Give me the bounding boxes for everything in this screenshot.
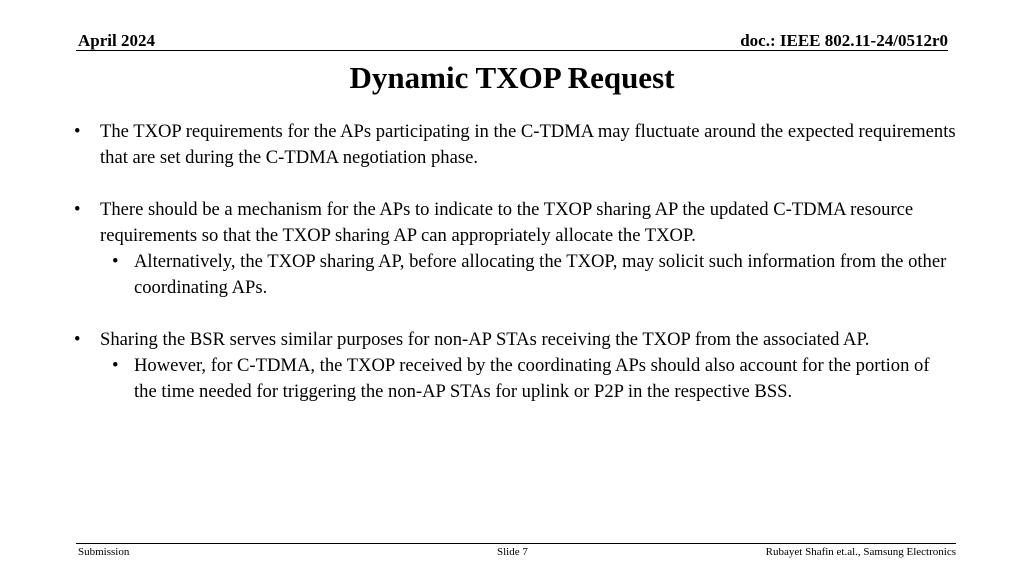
slide-title: Dynamic TXOP Request xyxy=(349,60,675,95)
footer-rule xyxy=(76,543,956,544)
bullet-2-text: There should be a mechanism for the APs to indicate to the TXOP sharing AP the updated C-TDMA resource requirements so that the TXOP sharing AP can appropriately allocate the TXOP. xyxy=(100,199,914,246)
spacer xyxy=(76,171,956,197)
bullet-2 xyxy=(76,197,956,249)
bullet-marker: • xyxy=(74,121,81,142)
bullet-2-sub-text: Alternatively, the TXOP sharing AP, before allocating the TXOP, may solicit such information from the other coordinating APs. xyxy=(134,251,947,298)
footer-authors: Rubayet Shafin et.al., Samsung Electronics xyxy=(765,546,956,558)
bullet-3-text: Sharing the BSR serves similar purposes for non-AP STAs receiving the TXOP from the associated AP. xyxy=(100,329,870,350)
bullet-3-sub xyxy=(76,353,956,405)
footer-submission: Submission xyxy=(78,546,130,558)
footer-slide-number: Slide 7 xyxy=(497,546,528,558)
bullet-3 xyxy=(76,327,956,353)
header-doc-id: doc.: IEEE 802.11-24/0512r0 xyxy=(740,31,948,50)
sub-bullet-marker: • xyxy=(112,355,119,376)
bullet-marker: • xyxy=(74,329,81,350)
bullet-1-text: The TXOP requirements for the APs participating in the C-TDMA may fluctuate around the expected requirements that are set during the C-TDMA negotiation phase. xyxy=(100,121,956,168)
slide-body xyxy=(76,119,956,405)
header-date: April 2024 xyxy=(78,31,155,50)
bullet-3-sub-text: However, for C-TDMA, the TXOP received by the coordinating APs should also account for the portion of the time needed for triggering the non-AP STAs for uplink or P2P in the respective BSS. xyxy=(134,355,930,402)
sub-bullet-marker: • xyxy=(112,251,119,272)
header-rule xyxy=(76,50,948,51)
bullet-2-sub xyxy=(76,249,956,301)
bullet-1 xyxy=(76,119,956,171)
bullet-marker: • xyxy=(74,199,81,220)
spacer xyxy=(76,301,956,327)
